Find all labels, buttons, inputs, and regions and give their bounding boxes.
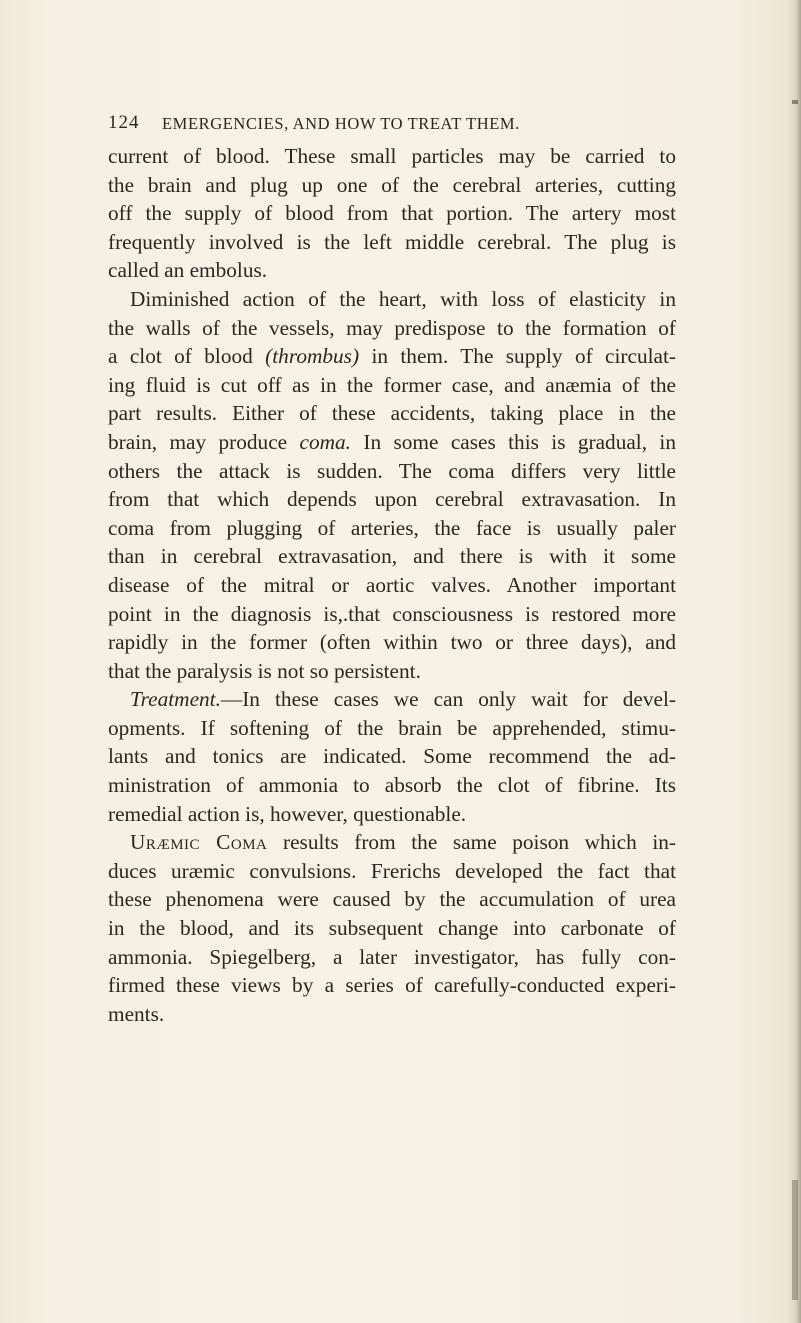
text-line: coma from plugging of arteries, the face is usually paler [108,515,676,540]
heading-uraemic-coma: Uræmic Coma [130,830,268,855]
text-run: in them. The supply of circulat- [371,344,677,369]
text-line: point in the diagnosis is,.that consciousness is restored more [108,601,676,626]
term-thrombus: (thrombus) [265,344,360,369]
text-line [108,342,676,371]
text-line: others the attack is sudden. The coma differs very little [108,458,676,483]
text-line: the walls of the vessels, may predispose to the formation of [108,315,676,340]
text-run: a clot of blood [108,344,253,369]
text-line: Diminished action of the heart, with loss of elasticity in [130,286,676,311]
term-coma: coma. [299,429,351,454]
text-line: part results. Either of these accidents, taking place in the [108,401,676,426]
heading-treatment: Treatment. [130,687,221,712]
text-line: called an embolus. [108,258,268,283]
text-line: frequently involved is the left middle cerebral. The plug is [108,229,676,254]
text-line: ing fluid is cut off as in the former case, and anæmia of the [108,372,676,397]
text-line: off the supply of blood from that portion. The artery most [108,201,676,226]
text-line: the brain and plug up one of the cerebral arteries, cutting [108,172,676,197]
scan-speck [792,1180,798,1300]
text-run: In some cases this is gradual, in [363,429,676,454]
page-header [108,112,708,136]
text-run: brain, may produce [108,429,288,454]
text-line: that the paralysis is not so persistent. [108,658,421,683]
text-line: in the blood, and its subsequent change into carbonate of [108,916,676,941]
text-line: current of blood. These small particles may be carried to [108,144,676,168]
text-run: results from the same poison which in- [283,830,676,855]
text-line: from that which depends upon cerebral extravasation. In [108,487,676,512]
page-edge-shadow [787,0,801,1323]
text-line: ments. [108,1001,165,1026]
text-run: —In these cases we can only wait for devel- [220,687,676,712]
text-line [108,828,676,857]
running-head: EMERGENCIES, AND HOW TO TREAT THEM. [162,114,520,133]
text-line: rapidly in the former (often within two or three days), and [108,630,676,655]
text-line: these phenomena were caused by the accumulation of urea [108,887,676,912]
text-line: duces uræmic convulsions. Frerichs developed the fact that [108,858,676,883]
text-line: disease of the mitral or aortic valves. Another important [108,572,676,597]
page-number: 124 [108,112,140,133]
text-line [108,685,676,714]
text-line: opments. If softening of the brain be apprehended, stimu- [108,715,676,740]
text-line: than in cerebral extravasation, and there is with it some [108,544,676,569]
text-line: ministration of ammonia to absorb the clot of fibrine. Its [108,773,676,798]
text-line: firmed these views by a series of carefully-conducted experi- [108,973,676,998]
text-line: remedial action is, however, questionable. [108,801,467,826]
body-text [108,142,676,1028]
scan-speck [792,100,798,104]
text-line: lants and tonics are indicated. Some recommend the ad- [108,744,676,769]
text-line: ammonia. Spiegelberg, a later investigator, has fully con- [108,944,676,969]
text-line [108,428,676,457]
